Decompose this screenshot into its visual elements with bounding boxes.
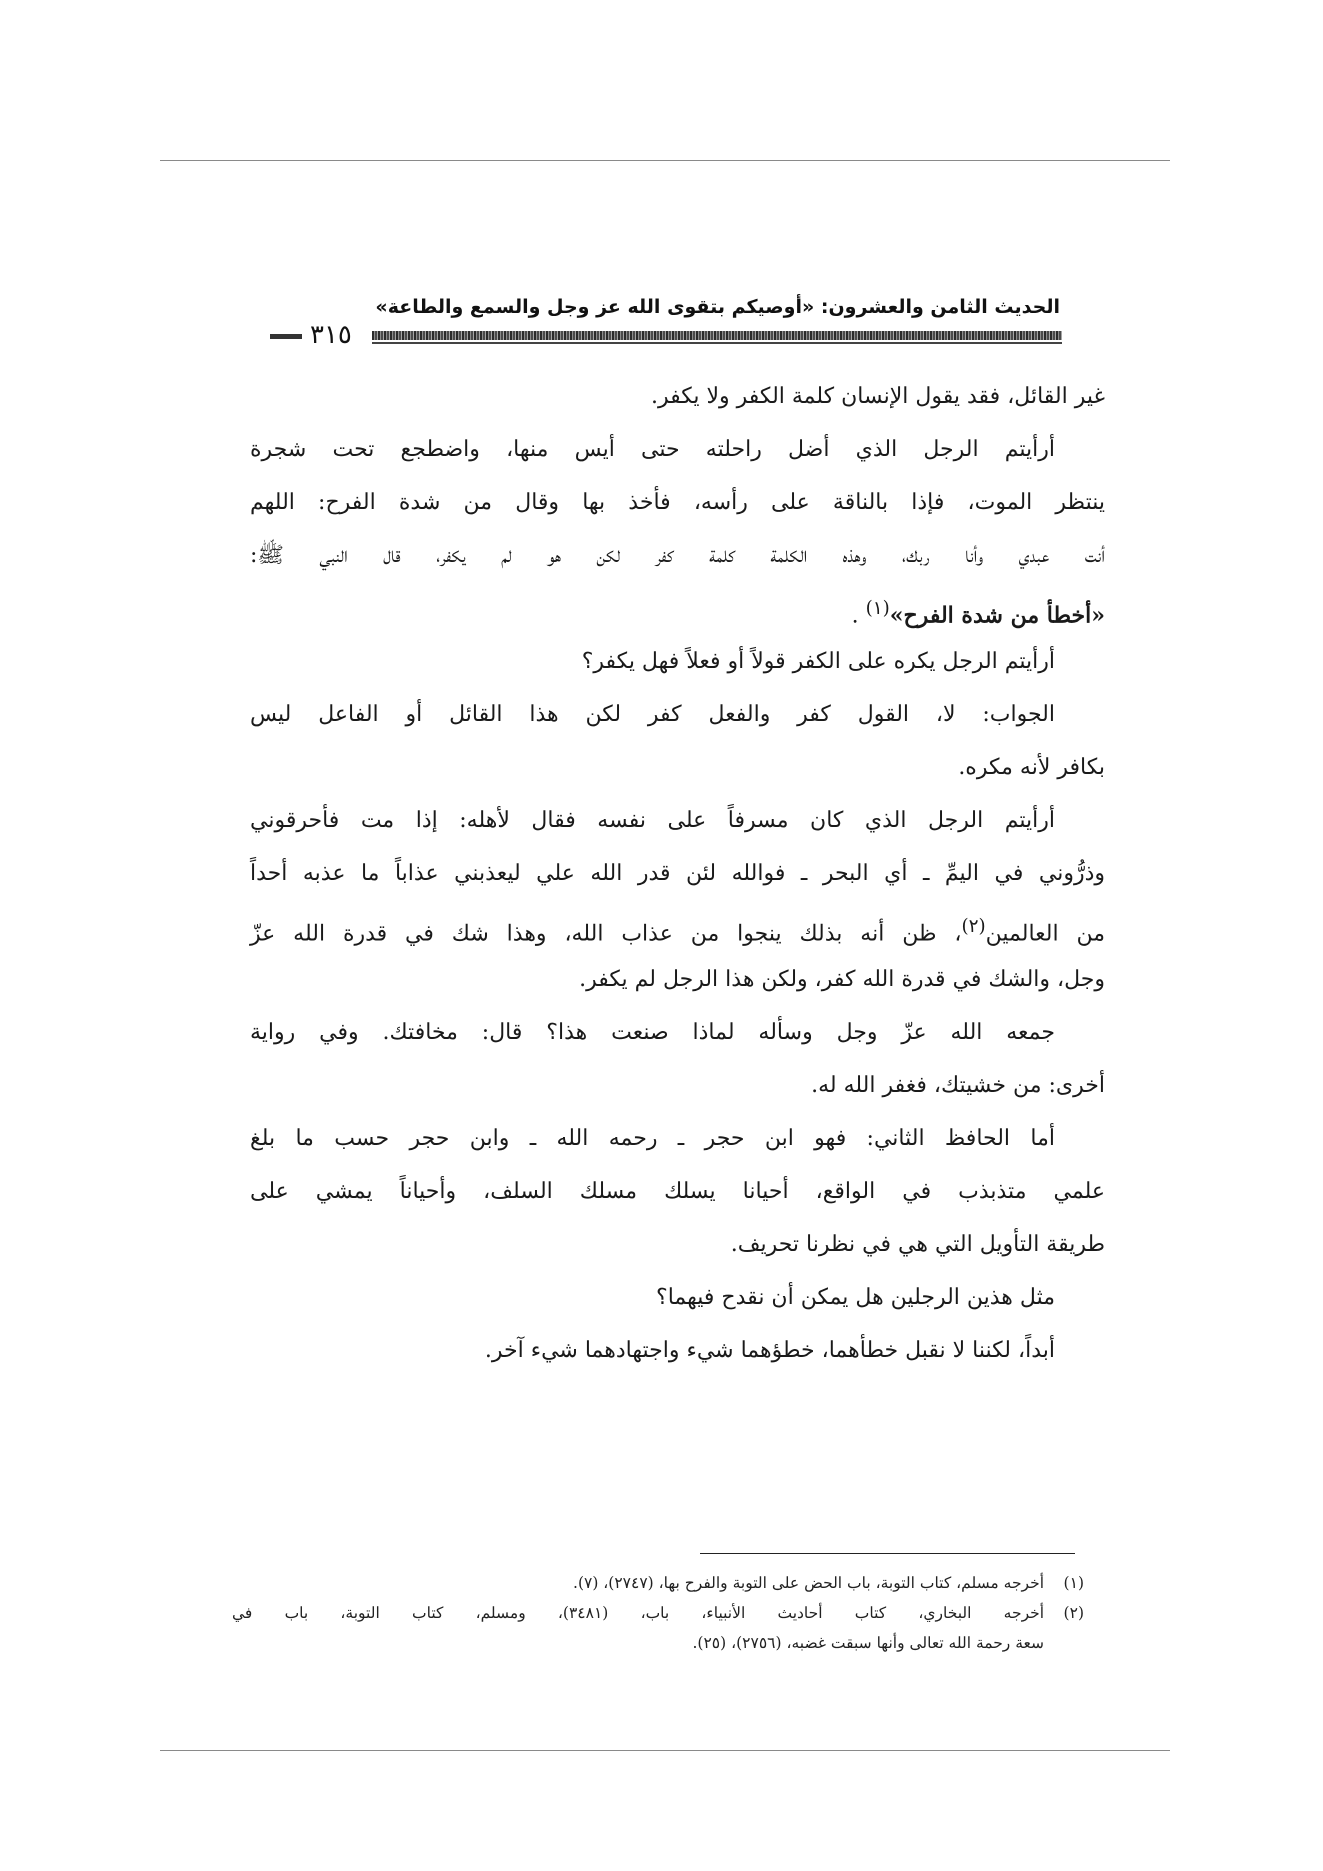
running-header — [270, 296, 1070, 356]
text-line: أرأيتم الرجل الذي أضل راحلته حتى أيس منها، واضطجع تحت شجرة — [250, 437, 1055, 462]
footnote-number: (١) — [1063, 1574, 1084, 1592]
text-line — [250, 900, 1105, 953]
footnotes — [232, 1568, 1084, 1658]
page-number: ٣١٥ — [310, 320, 352, 350]
text-segment: ، ظن أنه بذلك ينجوا من عذاب الله، وهذا شك في قدرة الله عزّ — [250, 921, 962, 947]
text-line: وذرُّوني في اليمِّ ـ أي البحر ـ فوالله لئن قدر الله علي ليعذبني عذاباً ما عذبه أحداً — [250, 861, 1105, 886]
footnote-number: (٢) — [1063, 1604, 1084, 1622]
text-line: غير القائل، فقد يقول الإنسان كلمة الكفر ولا يكفر. — [650, 384, 1105, 409]
header-ornament — [270, 334, 302, 339]
text-line: ينتظر الموت، فإذا بالناقة على رأسه، فأخذ بها وقال من شدة الفرح: اللهم — [250, 490, 1105, 515]
text-line: علمي متذبذب في الواقع، أحيانا يسلك مسلك السلف، وأحياناً يمشي على — [250, 1179, 1105, 1204]
running-title: الحديث الثامن والعشرون: «أوصيكم بتقوى الله عز وجل والسمع والطاعة» — [375, 296, 1060, 318]
text-line: أرأيتم الرجل يكره على الكفر قولاً أو فعلاً فهل يكفر؟ — [581, 649, 1055, 674]
footnote-text: سعة رحمة الله تعالى وأنها سبقت غضبه، (٢٧٥٦)، (٢٥). — [692, 1634, 1044, 1652]
top-rule — [160, 160, 1170, 161]
text-line: مثل هذين الرجلين هل يمكن أن نقدح فيهما؟ — [656, 1285, 1055, 1310]
text-line — [250, 582, 1105, 635]
text-line: وجل، والشك في قدرة الله كفر، ولكن هذا الرجل لم يكفر. — [579, 967, 1105, 992]
text-line: أنت عبدي وأنا ربك، وهذه الكلمة كلمة كفر لكن هو لم يكفر، قال النبي ﷺ: — [250, 543, 1105, 568]
header-ornament-bar — [372, 331, 1062, 340]
bottom-rule — [160, 1750, 1170, 1751]
hadith-quote: «أخطأ من شدة الفرح» — [889, 602, 1105, 629]
text-line: طريقة التأويل التي هي في نظرنا تحريف. — [730, 1232, 1105, 1257]
footnote-ref: (١) — [865, 598, 890, 619]
footnote-ref: (٢) — [961, 916, 986, 937]
text-line: جمعه الله عزّ وجل وسأله لماذا صنعت هذا؟ قال: مخافتك. وفي رواية — [250, 1020, 1055, 1045]
footnote-1 — [232, 1568, 1084, 1598]
header-underline — [372, 342, 1062, 344]
text-line: بكافر لأنه مكره. — [958, 755, 1105, 780]
text-line: أبداً، لكننا لا نقبل خطأهما، خطؤهما شيء واجتهادهما شيء آخر. — [484, 1338, 1055, 1363]
footnote-2 — [232, 1598, 1084, 1658]
text-line: أما الحافظ الثاني: فهو ابن حجر ـ رحمه الله ـ وابن حجر حسب ما بلغ — [250, 1126, 1055, 1151]
body-text — [250, 370, 1105, 1377]
text-segment: من العالمين — [985, 921, 1106, 947]
footnote-text: أخرجه البخاري، كتاب أحاديث الأنبياء، باب، (٣٤٨١)، ومسلم، كتاب التوبة، باب في — [232, 1604, 1045, 1622]
text-line: الجواب: لا، القول كفر والفعل كفر لكن هذا القائل أو الفاعل ليس — [250, 702, 1055, 727]
text-line: أرأيتم الرجل الذي كان مسرفاً على نفسه فقال لأهله: إذا مت فأحرقوني — [250, 808, 1055, 833]
text-line: أخرى: من خشيتك، فغفر الله له. — [811, 1073, 1105, 1098]
footnote-text: أخرجه مسلم، كتاب التوبة، باب الحض على التوبة والفرح بها، (٢٧٤٧)، (٧). — [573, 1574, 1044, 1592]
sentence-end: . — [851, 603, 859, 629]
footnote-separator — [700, 1553, 1075, 1554]
